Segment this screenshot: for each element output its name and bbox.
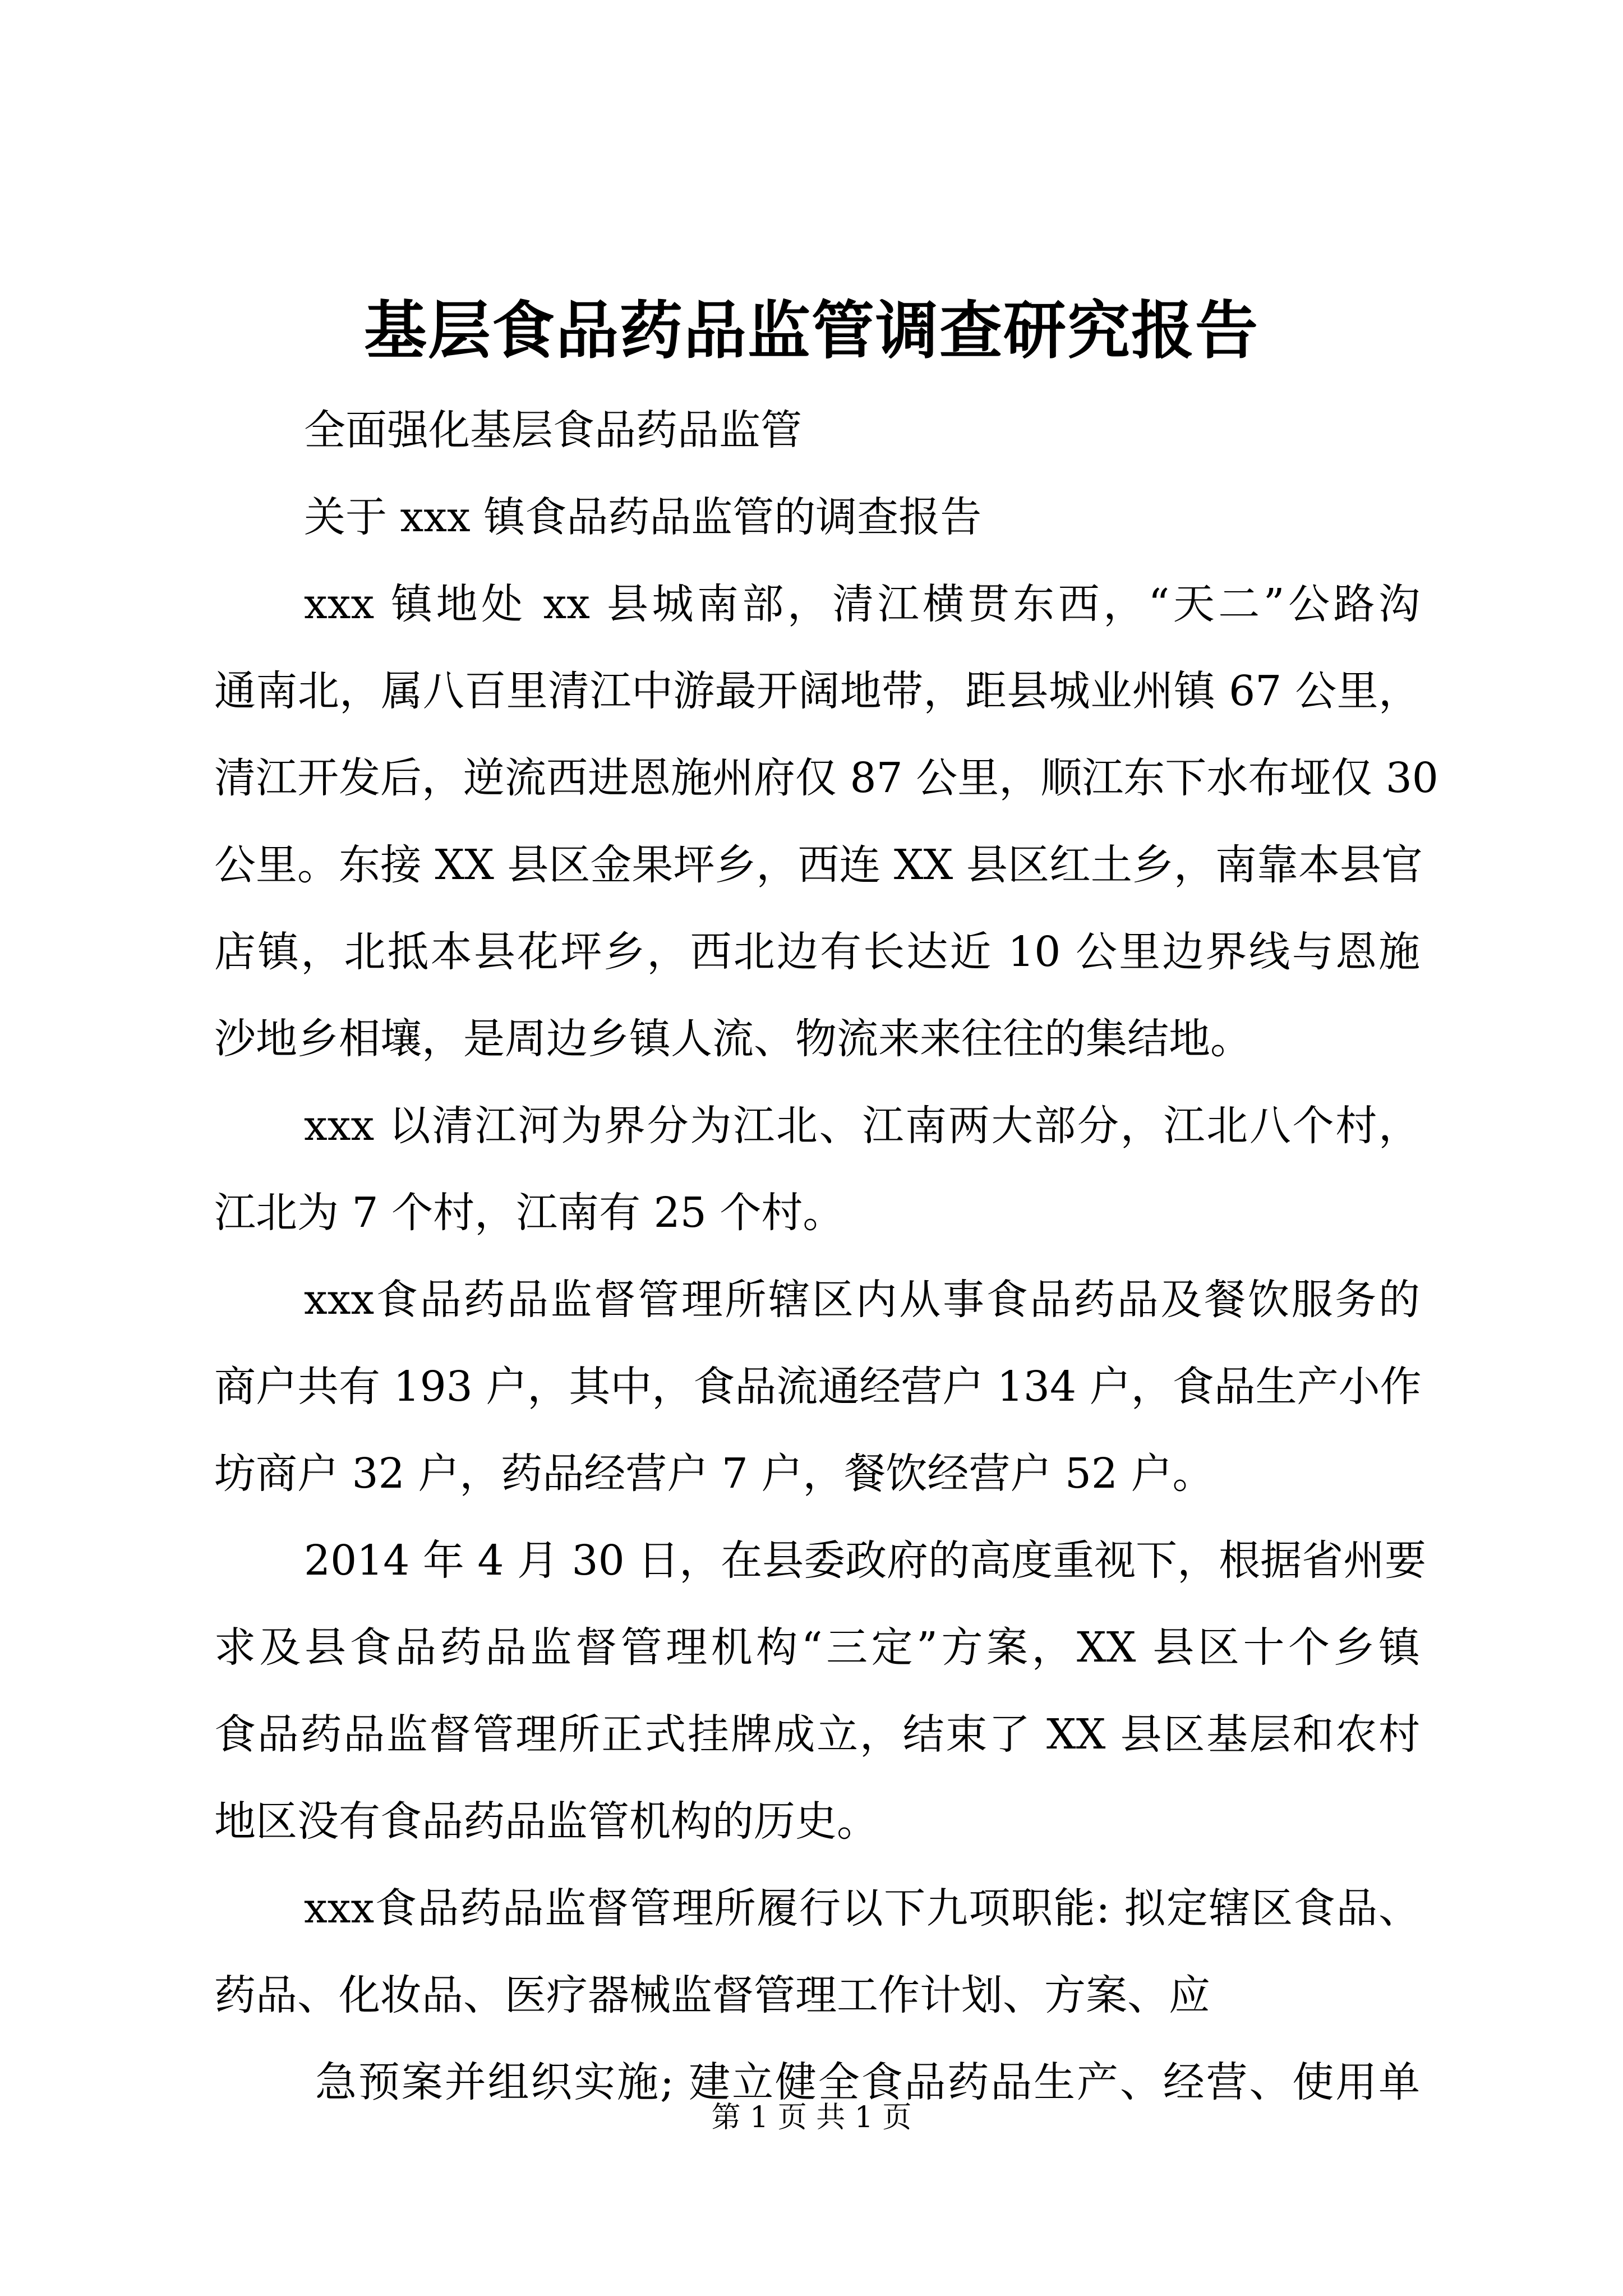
paragraph-line: xxx 镇地处 xx 县城南部，清江横贯东西，“天二”公路沟 (304, 580, 1420, 628)
paragraph-line: 药品、化妆品、医疗器械监督管理工作计划、方案、应 (214, 1971, 1210, 2019)
paragraph-line: 店镇，北抵本县花坪乡，西北边有长达近 10 公里边界线与恩施 (214, 928, 1420, 976)
paragraph-line: 沙地乡相壤，是周边乡镇人流、物流来来往往的集结地。 (214, 1015, 1252, 1063)
paragraph-line: xxx食品药品监督管理所履行以下九项职能: 拟定辖区食品、 (304, 1884, 1420, 1932)
paragraph-line: 坊商户 32 户，药品经营户 7 户，餐饮经营户 52 户。 (214, 1450, 1214, 1498)
subtitle-line: 关于 xxx 镇食品药品监管的调查报告 (304, 493, 982, 541)
paragraph-line: 江北为 7 个村，江南有 25 个村。 (214, 1189, 845, 1237)
paragraph-line: 食品药品监督管理所正式挂牌成立，结束了 XX 县区基层和农村 (214, 1710, 1420, 1759)
page-footer: 第 1 页 共 1 页 (711, 2101, 912, 2134)
paragraph-line: xxx食品药品监督管理所辖区内从事食品药品及餐饮服务的 (304, 1276, 1420, 1324)
paragraph-line: 2014 年 4 月 30 日，在县委政府的高度重视下，根据省州要 (304, 1536, 1427, 1585)
paragraph-line: 地区没有食品药品监管机构的历史。 (214, 1797, 878, 1846)
paragraph-line: 求及县食品药品监督管理机构“三定”方案，XX 县区十个乡镇 (214, 1623, 1420, 1672)
document-title: 基层食品药品监管调查研究报告 (364, 294, 1259, 367)
paragraph-line: 商户共有 193 户，其中，食品流通经营户 134 户，食品生产小作 (214, 1363, 1422, 1411)
paragraph-line: 清江开发后，逆流西进恩施州府仅 87 公里，顺江东下水布垭仅 30 (214, 754, 1438, 802)
paragraph-line: 公里。东接 XX 县区金果坪乡，西连 XX 县区红土乡，南靠本县官 (214, 841, 1423, 889)
subtitle-line: 全面强化基层食品药品监管 (304, 406, 802, 454)
paragraph-line: 急预案并组织实施; 建立健全食品药品生产、经营、使用单 (315, 2058, 1420, 2106)
paragraph-line: 通南北，属八百里清江中游最开阔地带，距县城业州镇 67 公里， (214, 667, 1420, 715)
paragraph-line: xxx 以清江河为界分为江北、江南两大部分，江北八个村， (304, 1102, 1420, 1150)
document-body (214, 387, 1438, 2126)
